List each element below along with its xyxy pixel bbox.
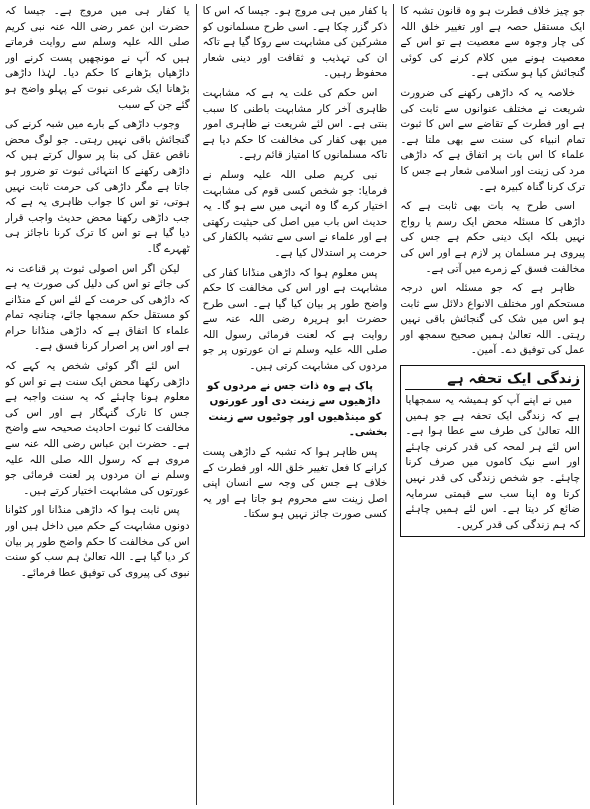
quote: پاک ہے وہ ذات جس نے مردوں کو داڑھیوں سے زینت دی اور عورتوں کو مینڈھیوں اور چوٹیوں سے زینت بخشی۔ [206,379,388,439]
paragraph: یا کفار ہی میں مروج ہے۔ جیسا کہ حضرت ابن عمر رضی اللہ عنہ نبی کریم صلی اللہ علیہ وسلم سے روایت فرماتے ہیں کہ آپ نے مونچھیں پست کرنے اور داڑھیاں بڑھانے کا حکم دیا۔ لہٰذا داڑھی بڑھانا ایک شرعی نبوت کے پہلو واضح ہو گئے جن کے سبب [5,5,190,111]
paragraph: پس معلوم ہوا کہ داڑھی منڈانا کفار کی مشابہت ہے اور اس کی مخالفت کا حکم واضح طور پر بیان کیا گیا ہے۔ اسی طرح حضرت ابو ہریرہ رضی اللہ عنہ سے روایت ہے کہ لعنت فرمائی رسول اللہ صلی اللہ علیہ وسلم نے ان عورتوں پر جو مردوں کی مشابہت کرتی ہیں۔ [202,266,388,373]
column-middle [203,4,388,805]
paragraph: وجوب داڑھی کے بارے میں شبہ کرنے کی گنجائش باقی نہیں رہتی۔ جو لوگ محض ناقص عقل کی بنا پر سوال کرتے ہیں کہ داڑھی رکھنے کا انتہائی ثبوت تو ضرور ہو جاتا ہے مگر داڑھی کی حرمت ثابت نہیں ہوتی، تو اس کا جواب ظاہری یہ ہے کہ جب داڑھی رکھنا محض حدیث واجب قرار دیا گیا ہے تو اس کا ترک کرنا ناجائز ہی ٹھہرے گا۔ [5,118,190,255]
paragraph: اس لئے اگر کوئی شخص یہ کہے کہ داڑھی رکھنا محض ایک سنت ہے تو اس کو معلوم ہونا چاہئے کہ یہ سنت واجبہ ہے جس کا تارک گنہگار ہے اور اس کی مخالفت کا ثبوت احادیث صحیحہ سے واضح ہے۔ حضرت ابن عباس رضی اللہ عنہ سے مروی ہے کہ رسول اللہ صلی اللہ علیہ وسلم نے ان مردوں پر لعنت فرمائی جو عورتوں کی مشابہت اختیار کرتے ہیں۔ [5,360,190,497]
paragraph: خلاصہ یہ کہ داڑھی رکھنے کی ضرورت شریعت نے مختلف عنوانوں سے ثابت کی ہے اور فطرت کے تقاضے سے اس کا ثبوت تمام انبیاء کی سنت سے بھی ملتا ہے۔ علماء کا اس بات پر اتفاق ہے کہ داڑھی مرد کی زینت اور اسلامی شعار ہے جس کا ترک کرنا گناہ کبیرہ ہے۔ [400,86,586,193]
paragraph: جو چیز خلاف فطرت ہو وہ قانون تشبہ کا ایک مستقل حصہ ہے اور تغییر خلق اللہ کی چار وجوہ سے معصیت ہے تو اس کے معصیت ہونے میں کلام کرنے کی کوئی گنجائش کیا ہو سکتی ہے۔ [400,5,586,80]
paragraph: اسی طرح یہ بات بھی ثابت ہے کہ داڑھی کا مسئلہ محض ایک رسم یا رواج نہیں بلکہ ایک دینی حکم ہے جس کی پیروی ہر مسلمان پر لازم ہے اور اس کی مخالفت فسق کے زمرے میں آتی ہے۔ [400,200,586,275]
paragraph: نبی کریم صلی اللہ علیہ وسلم نے فرمایا: جو شخص کسی قوم کی مشابہت اختیار کرے گا وہ انہی میں سے ہو گا۔ یہ حدیث اس باب میں اصل کی حیثیت رکھتی ہے اور علماء نے اسی سے تشبہ بالکفار کی حرمت پر استدلال کیا ہے۔ [202,168,388,259]
paragraph: لیکن اگر اس اصولی ثبوت پر قناعت نہ کی جائے تو اس کی دلیل کی صورت یہ ہے کہ داڑھی کی حرمت کے لئے اس کے منڈانے کو مستقل حکم سمجھا جائے، چنانچہ تمام علماء کا اتفاق ہے کہ داڑھی منڈانا حرام ہے اور اس پر اصرار کرنا فسق ہے۔ [5,262,190,353]
column-divider [196,4,197,805]
paragraph: اس حکم کی علت یہ ہے کہ مشابہت ظاہری آخر کار مشابہت باطنی کا سبب بنتی ہے۔ اس لئے شریعت نے ظاہری امور میں بھی کفار کی مخالفت کا حکم دیا ہے تاکہ مسلمانوں کا امتیاز قائم رہے۔ [202,86,388,162]
paragraph: میں نے اپنے آپ کو ہمیشہ یہ سمجھایا ہے کہ زندگی ایک تحفہ ہے جو ہمیں اللہ تعالیٰ کی طرف سے عطا ہوا ہے۔ اس لئے ہر لمحہ کی قدر کرنی چاہئے اور اسے نیک کاموں میں صرف کرنا چاہئے۔ جو شخص زندگی کی قدر نہیں کرتا وہ اپنا سب سے قیمتی سرمایہ ضائع کر دیتا ہے۔ اس لئے ہمیں چاہئے کہ ہم زندگی کی قدر کریں۔ [405,394,581,531]
box-body [405,393,580,533]
paragraph: ظاہر ہے کہ جو مسئلہ اس درجہ مستحکم اور مختلف الانواع دلائل سے ثابت ہو اس میں شک کی گنجائش باقی نہیں رہتی۔ اللہ تعالیٰ ہمیں صحیح سمجھ اور عمل کی توفیق دے۔ آمین۔ [400,282,586,357]
boxed-article [400,365,585,537]
column-right [5,4,190,805]
column-divider [393,4,394,805]
paragraph: یا کفار میں ہی مروج ہو۔ جیسا کہ اس کا ذکر گزر چکا ہے۔ اسی طرح مسلمانوں کو مشرکین کی مشابہت سے روکا گیا ہے تاکہ ان کی تہذیب و ثقافت اور دینی شعار محفوظ رہیں۔ [202,5,388,80]
paragraph: پس ظاہر ہوا کہ تشبہ کے داڑھی پست کرانے کا فعل تغییر خلق اللہ اور فطرت کے خلاف ہے جس کی وجہ سے انسان اپنی اصل زینت سے محروم ہو جاتا ہے اور یہ کسی صورت جائز نہیں ہو سکتا۔ [202,446,388,521]
column-left [400,4,585,805]
box-title: زندگی ایک تحفہ ہے [405,369,580,390]
paragraph: پس ثابت ہوا کہ داڑھی منڈانا اور کٹوانا دونوں مشابہت کے حکم میں داخل ہیں اور اس کی مخالفت کا حکم واضح طور پر بیان کر دیا گیا ہے۔ اللہ تعالیٰ ہم سب کو سنت نبوی کی پیروی کی توفیق عطا فرمائے۔ [5,504,190,579]
